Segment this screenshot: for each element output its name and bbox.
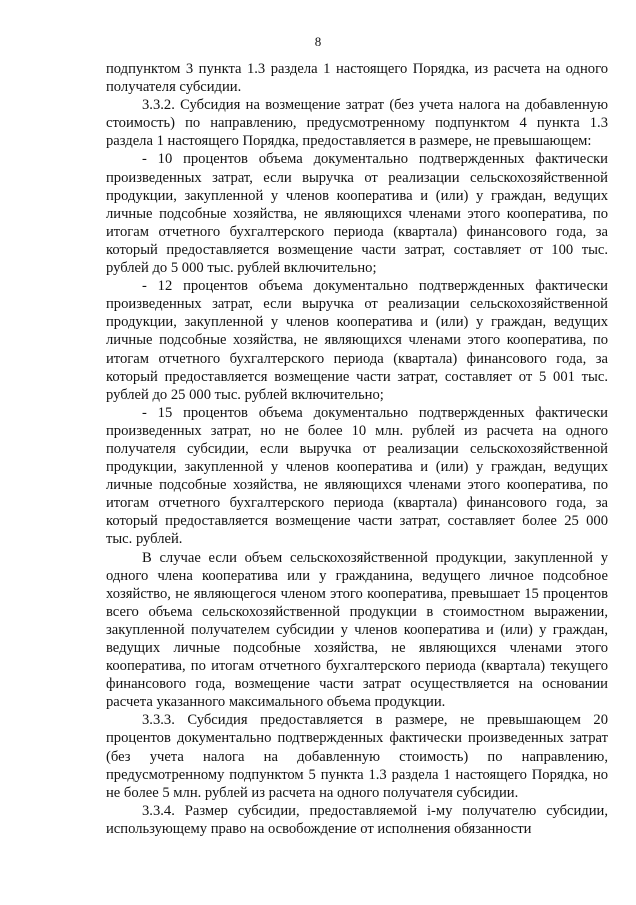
list-item-15-percent: - 15 процентов объема документально подтвержденных фактически произведенных затрат, но не более 10 млн. рублей из расчета на одного получателя субсидии, если выручка от реализации сельскохозяйственной продукции, закупленной у членов кооператива и (или) у граждан, ведущих личные подсобные хозяйства, не являющихся членами этого кооператива, по итогам отчетного бухгалтерского периода (квартала) финансового года, за который предоставляется возмещение части затрат, составляет более 25 000 тыс. рублей. xyxy=(106,404,608,548)
paragraph-continuation: подпунктом 3 пункта 1.3 раздела 1 настоящего Порядка, из расчета на одного получателя субсидии. xyxy=(106,61,608,96)
list-item-12-percent: - 12 процентов объема документально подтвержденных фактически произведенных затрат, если выручка от реализации сельскохозяйственной продукции, закупленной у членов кооператива и (или) у граждан, ведущих личные подсобные хозяйства, не являющихся членами этого кооператива, по итогам отчетного бухгалтерского периода (квартала) финансового года, за который предоставляется возмещение части затрат, составляет от 5 001 тыс. рублей до 25 000 тыс. рублей включительно; xyxy=(106,278,608,403)
paragraph-volume-limit: В случае если объем сельскохозяйственной продукции, закупленной у одного члена кооператива или у гражданина, ведущего личное подсобное хозяйство, не являющегося членом этого кооператива, превышает 15 процентов всего объема сельскохозяйственной продукции в стоимостном выражении, закупленной получателем субсидии у членов кооператива и (или) у граждан, ведущих личные подсобные хозяйства, не являющихся членами этого кооператива, по итогам отчетного бухгалтерского периода (квартала) текущего финансового года, возмещение части затрат осуществляется на основании расчета указанного максимального объема продукции. xyxy=(106,549,608,711)
page-number: 8 xyxy=(314,34,322,49)
paragraph-3-3-4: 3.3.4. Размер субсидии, предоставляемой i-му получателю субсидии, использующему право на освобождение от исполнения обязанности xyxy=(106,802,608,837)
list-item-10-percent: - 10 процентов объема документально подтвержденных фактически произведенных затрат, если выручка от реализации сельскохозяйственной продукции, закупленной у членов кооператива и (или) у граждан, ведущих личные подсобные хозяйства, не являющихся членами этого кооператива, по итогам отчетного бухгалтерского периода (квартала) финансового года, за который предоставляется возмещение части затрат, составляет от 100 тыс. рублей до 5 000 тыс. рублей включительно; xyxy=(106,151,608,277)
document-body xyxy=(106,60,608,838)
paragraph-3-3-2: 3.3.2. Субсидия на возмещение затрат (без учета налога на добавленную стоимость) по направлению, предусмотренному подпунктом 4 пункта 1.3 раздела 1 настоящего Порядка, предоставляется в размере, не превышающем: xyxy=(106,97,608,150)
paragraph-3-3-3: 3.3.3. Субсидия предоставляется в размере, не превышающем 20 процентов документально подтвержденных фактически произведенных затрат (без учета налога на добавленную стоимость) по направлению, предусмотренному подпунктом 5 пункта 1.3 раздела 1 настоящего Порядка, но не более 5 млн. рублей из расчета на одного получателя субсидии. xyxy=(106,712,608,801)
